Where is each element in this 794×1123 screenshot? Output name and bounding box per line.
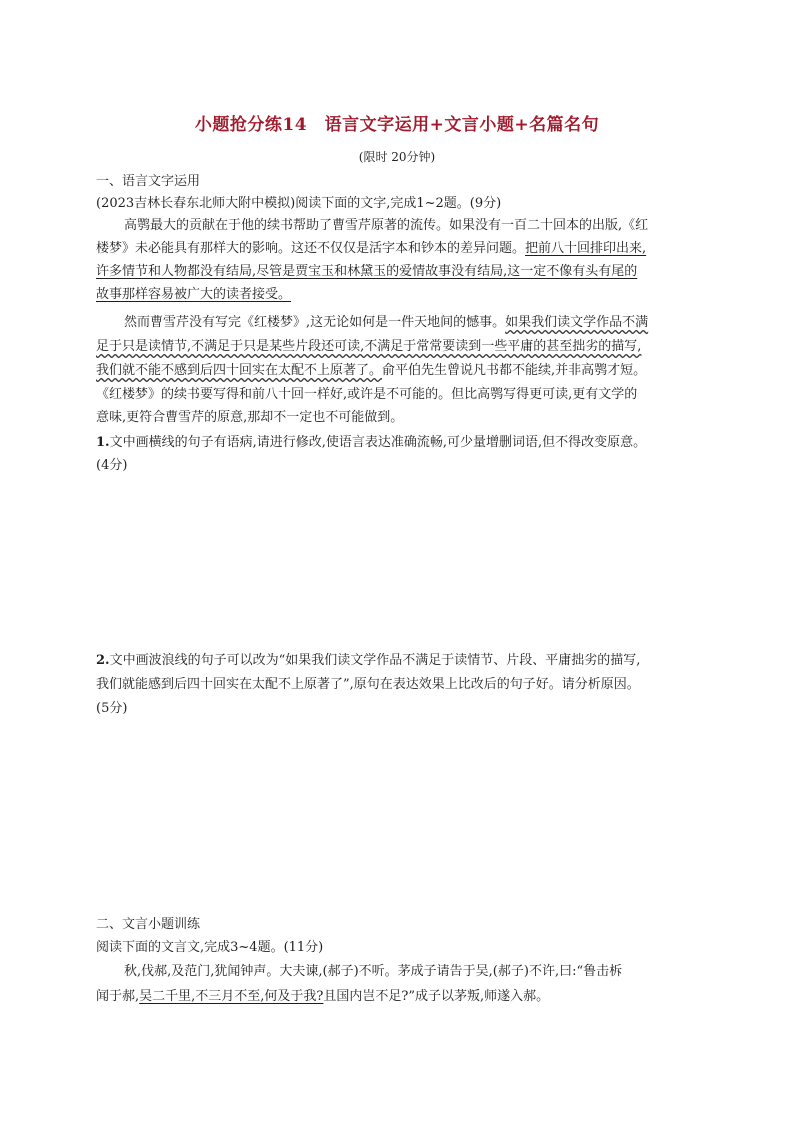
question-1-text: 文中画横线的句子有语病,请进行修改,使语言表达准确流畅,可少量增删词语,但不得改变原意。 <box>109 435 647 450</box>
p1-line1: 高鹗最大的贡献在于他的续书帮助了曹雪芹原著的流传。如果没有一百二十回本的出版,《红 <box>124 218 649 233</box>
classical-text-line1: 秋,伐郝,及范门,犹闻钟声。大夫谏,(郝子)不听。茅成子请告于吴,(郝子)不许,曰:“鲁击柝 <box>124 964 623 979</box>
time-limit: (限时 20分钟) <box>358 150 436 164</box>
question-2-text: 文中画波浪线的句子可以改为“如果我们读文学作品不满足于读情节、片段、平庸拙劣的描写, <box>109 653 641 668</box>
section1-heading: 一、语言文字运用 <box>96 174 201 189</box>
p2-line5: 意味,更符合曹雪芹的原意,那却不一定也不可能做到。 <box>96 410 404 425</box>
section2-instruction: 阅读下面的文言文,完成3~4题。(11分) <box>96 940 324 955</box>
question-2-number: 2. <box>96 653 110 668</box>
question-2 <box>96 651 640 671</box>
p2-line1 <box>124 313 648 333</box>
p1-line2-text: 楼梦》未必能具有那样大的影响。这还不仅仅是活字本和钞本的差异问题。 <box>96 241 526 256</box>
classical-text-line2-a: 闻于郝, <box>96 989 140 1004</box>
wavy-sentence-part1: 如果我们读文学作品不满 <box>505 315 649 330</box>
underlined-sentence-part1: 把前八十回排印出来, <box>525 241 647 256</box>
question-1-points: (4分) <box>96 458 128 473</box>
p2-line4: 《红楼梦》的续书要写得和前八十回一样好,或许是不可能的。但比高鹗写得更可读,更有文学的 <box>96 387 638 402</box>
p1-line4 <box>96 285 291 305</box>
p2-line3-text: 俞平伯先生曾说凡书都不能续,并非高鹗才短。 <box>382 363 647 378</box>
wavy-sentence-part2: 足于只是读情节,不满足于只是某些片段还可读,不满足于常常要读到一些平庸的甚至拙劣的描写, <box>96 339 642 354</box>
classical-text-line2-b: 且国内岂不足?”成子以茅叛,师遂入郝。 <box>323 989 550 1004</box>
section2-heading: 二、文言小题训练 <box>96 917 201 932</box>
question-1 <box>96 433 646 453</box>
underlined-sentence-part2: 许多情节和人物都没有结局,尽管是贾宝玉和林黛玉的爱情故事没有结局,这一定不像有头有尾的 <box>96 264 638 279</box>
underlined-sentence-part3: 故事那样容易被广大的读者接受。 <box>96 287 292 302</box>
section1-source: (2023吉林长春东北师大附中模拟)阅读下面的文字,完成1~2题。(9分) <box>96 196 502 211</box>
p1-line2 <box>96 239 646 259</box>
p2-line3 <box>96 361 646 381</box>
classical-text-line2 <box>96 987 549 1007</box>
question-2-points: (5分) <box>96 701 128 716</box>
p2-line2 <box>96 337 641 357</box>
question-2-line2: 我们就能感到后四十回实在太配不上原著了”,原句在表达效果上比改后的句子好。请分析原因。 <box>96 677 640 692</box>
p1-line3 <box>96 262 637 282</box>
question-1-number: 1. <box>96 435 110 450</box>
page-title: 小题抢分练14 语言文字运用+文言小题+名篇名句 <box>194 115 600 135</box>
underlined-classical-sentence: 吴二千里,不三月不至,何及于我? <box>139 989 324 1004</box>
wavy-sentence-part3: 我们就不能不感到后四十回实在太配不上原著了。 <box>96 363 383 378</box>
p2-line1-text: 然而曹雪芹没有写完《红楼梦》,这无论如何是一件天地间的憾事。 <box>124 315 506 330</box>
